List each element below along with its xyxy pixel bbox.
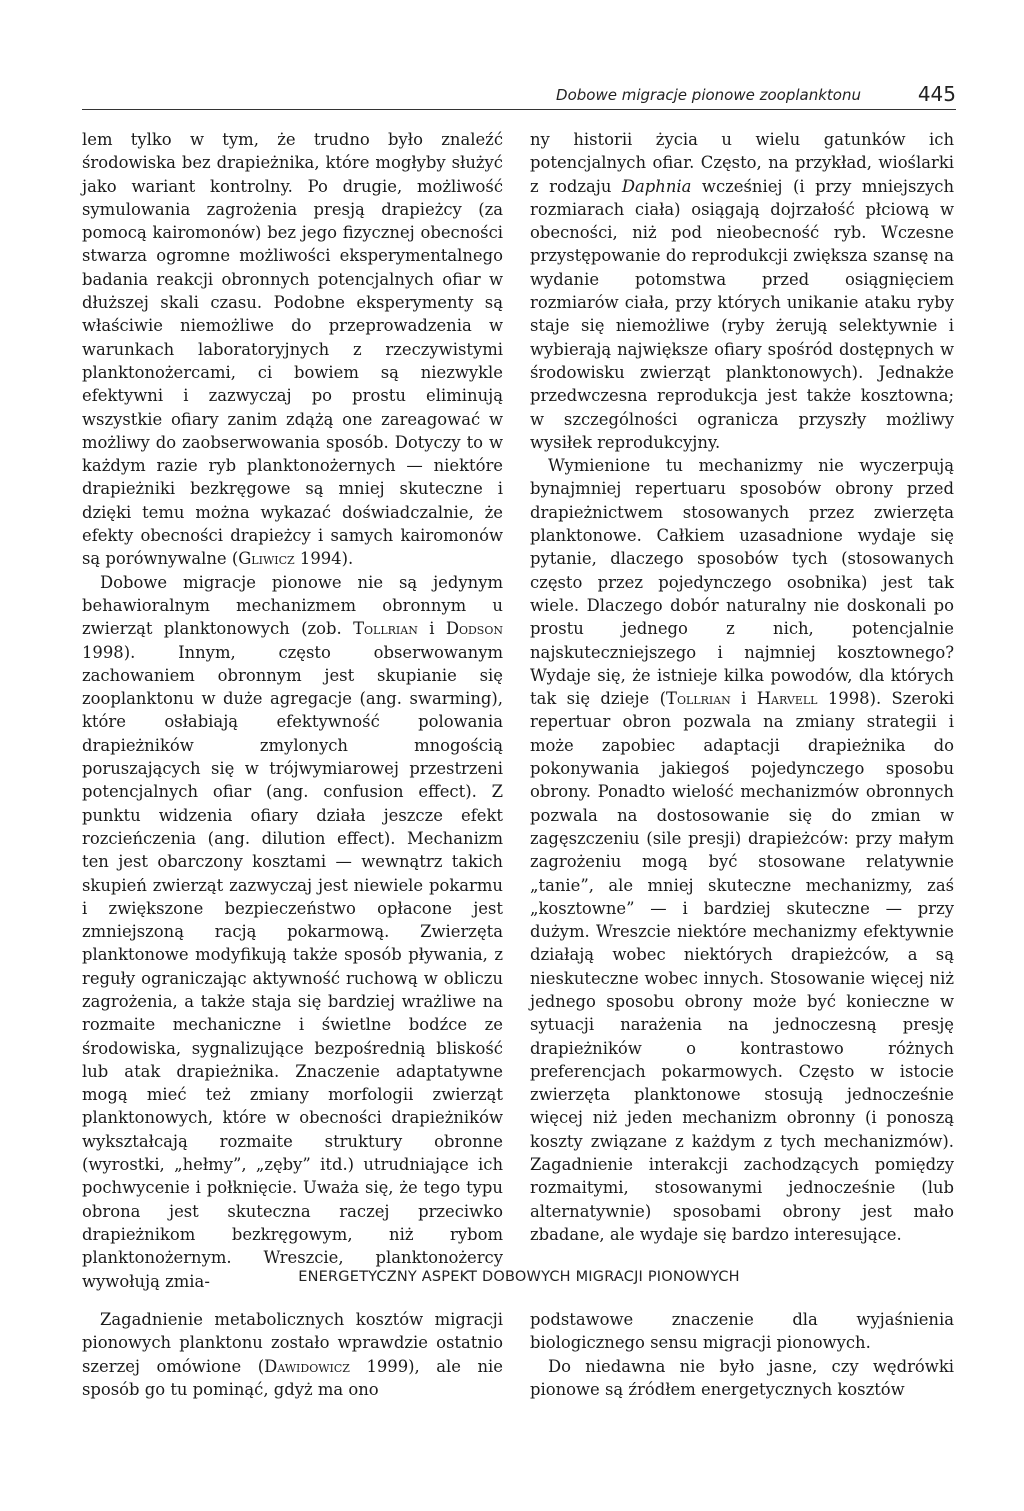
- citation-author: Dodson: [445, 619, 503, 639]
- text-run: ny historii życia u wielu gatunków ich potencjalnych ofiar. Często, na przykład, wioślarki z rodzaju: [530, 130, 954, 196]
- header-rule: [82, 109, 956, 110]
- left-column-bottom: [82, 1308, 503, 1401]
- text-run: 1998). Innym, często obserwowanym zachowaniem obronnym jest skupianie się zooplanktonu w duże agregacje (ang. swarming), które osłabiają efektywność polowania drapieżników zmylonych mnogością poruszających się w trójwymiarowej przestrzeni potencjalnych ofiar (ang. confusion effect). Z punktu widzenia ofiary działa jeszcze efekt rozcieńczenia (ang. dilution effect). Mechanizm ten jest obarczony kosztami — wewnątrz takich skupień zwierząt zazwyczaj jest niewiele pokarmu i zwiększone bezpieczeństwo opłacone jest zmniejszoną racją pokarmową. Zwierzęta planktonowe modyfikują także sposób pływania, z reguły ograniczając aktywność ruchową w obliczu zagrożenia, a także staja się bardziej wrażliwe na rozmaite mechaniczne i świetlne bodźce ze środowiska, sygnalizujące bezpośrednią bliskość lub atak drapieżnika. Znaczenie adaptatywne mogą mieć też zmiany morfologii zwierząt planktonowych, które w obecności drapieżników wykształcają rozmaite struktury obronne (wyrostki, „hełmy”, „zęby” itd.) utrudniające ich pochwycenie i połknięcie. Uważa się, że tego typu obrona jest skuteczna raczej przeciwko drapieżnikom bezkręgowym, niż rybom planktonożernym. Wreszcie, planktonożercy wywołują zmia-: [82, 642, 503, 1291]
- paragraph: [82, 1308, 503, 1401]
- paragraph: [82, 128, 503, 571]
- running-header: [82, 82, 956, 112]
- text-run: i: [417, 619, 446, 639]
- paragraph: [530, 454, 954, 1246]
- text-run: Dobowe migracje pionowe nie są jedynym behawioralnym mechanizmem obronnym u zwierząt planktonowych (zob.: [82, 572, 503, 639]
- paragraph: [82, 571, 503, 1293]
- text-run: 1999), ale nie sposób go tu pominąć, gdyż ma ono: [82, 1356, 503, 1399]
- citation-author: Tollrian: [353, 619, 418, 639]
- citation-author: Gliwicz: [238, 549, 295, 569]
- text-run: wcześniej (i przy mniejszych rozmiarach ciała) osiągają dojrzałość płciową w obecności, niż pod nieobecność ryb. Wczesne przystępowanie do reprodukcji zwiększa szansę na wydanie potomstwa przed osiągnięciem rozmiarów ciała, przy których unikanie ataku ryby staje się niemożliwe (ryby żerują selektywnie i wybierają największe ofiary spośród dostępnych w środowisku zwierząt planktonowych). Jednakże przedwczesna reprodukcja jest także kosztowna; w szczególności ogranicza przyszły możliwy wysiłek reprodukcyjny.: [530, 176, 954, 452]
- genus-name: Daphnia: [621, 176, 692, 196]
- text-run: Wymienione tu mechanizmy nie wyczerpują bynajmniej repertuaru sposobów obrony przed drapieżnictwem stosowanych przez zwierzęta planktonowe. Całkiem uzasadnione wydaje się pytanie, dlaczego sposobów tych (stosowanych często przez pojedynczego osobnika) jest tak wiele. Dlaczego dobór naturalny nie doskonali po prostu jednego z nich, potencjalnie najskuteczniejszego i najmniej kosztownego? Wydaje się, że istnieje kilka powodów, dla których tak się dzieje (: [530, 456, 954, 709]
- citation-author: Harvell: [756, 689, 818, 709]
- text-run: Zagadnienie metabolicznych kosztów migracji pionowych planktonu zostało wprawdzie ostatnio szerzej omówione (: [82, 1310, 503, 1376]
- text-run: lem tylko w tym, że trudno było znaleźć środowiska bez drapieżnika, które mogłyby służyć jako wariant kontrolny. Po drugie, możliwość symulowania zagrożenia presją drapieżcy (za pomocą kairomonów) bez jego fizycznej obecności stwarza ogromne możliwości eksperymentalnego badania reakcji obronnych potencjalnych ofiar w dłuższej skali czasu. Podobne eksperymenty są właściwie niemożliwe do przeprowadzenia w warunkach laboratoryjnych z rzeczywistymi planktonożercami, ci bowiem są niezwykle efektywni i zazwyczaj po prostu eliminują wszystkie ofiary zanim zdążą one zareagować w możliwy do zaobserwowania sposób. Dotyczy to w każdym razie ryb planktonożernych — niektóre drapieżniki bezkręgowe są mniej skuteczne i dzięki temu można wykazać doświadczalnie, że efekty obecności drapieżcy i samych kairomonów są porównywalne (: [82, 130, 503, 569]
- text-run: 1994).: [294, 549, 354, 569]
- section-heading: ENERGETYCZNY ASPEKT DOBOWYCH MIGRACJI PIONOWYCH: [298, 1269, 740, 1285]
- citation-author: Tollrian: [666, 689, 731, 709]
- paragraph: [530, 128, 954, 454]
- right-column-top: [530, 128, 954, 1246]
- paragraph: Do niedawna nie było jasne, czy wędrówki pionowe są źródłem energetycznych kosztów: [530, 1356, 954, 1399]
- right-column-bottom: [530, 1308, 954, 1401]
- page-number: 445: [917, 82, 956, 106]
- running-title: Dobowe migracje pionowe zooplanktonu: [556, 86, 861, 104]
- paragraph: podstawowe znaczenie dla wyjaśnienia biologicznego sensu migracji pionowych.: [530, 1310, 954, 1353]
- text-run: 1998). Szeroki repertuar obron pozwala na zmiany strategii i może zapobiec adaptacji drapieżnika do pokonywania jakiegoś pojedynczego sposobu obrony. Ponadto wielość mechanizmów obronnych pozwala na dostosowanie się do zmian w zagęszczeniu (sile presji) drapieżców: przy małym zagrożeniu mogą być stosowane relatywnie „tanie”, ale mniej skuteczne mechanizmy, zaś „kosztowne” — i bardziej skuteczne — przy dużym. Wreszcie niektóre mechanizmy efektywnie działają wobec niektórych drapieżców, a są nieskuteczne wobec innych. Stosowanie więcej niż jednego sposobu obrony może być konieczne w sytuacji narażenia na jednoczesną presję drapieżników o kontrastowo różnych preferencjach pokarmowych. Często w istocie zwierzęta planktonowe stosują jednocześnie więcej niż jeden mechanizm obronny (i ponoszą koszty związane z każdym z tych mechanizmów). Zagadnienie interakcji zachodzących pomiędzy rozmaitymi, stosowanymi jednocześnie (lub alternatywnie) sposobami obrony jest mało zbadane, ale wydaje się bardzo interesujące.: [530, 689, 954, 1244]
- text-run: i: [730, 689, 757, 709]
- left-column-top: [82, 128, 503, 1293]
- citation-author: Dawidowicz: [264, 1356, 350, 1376]
